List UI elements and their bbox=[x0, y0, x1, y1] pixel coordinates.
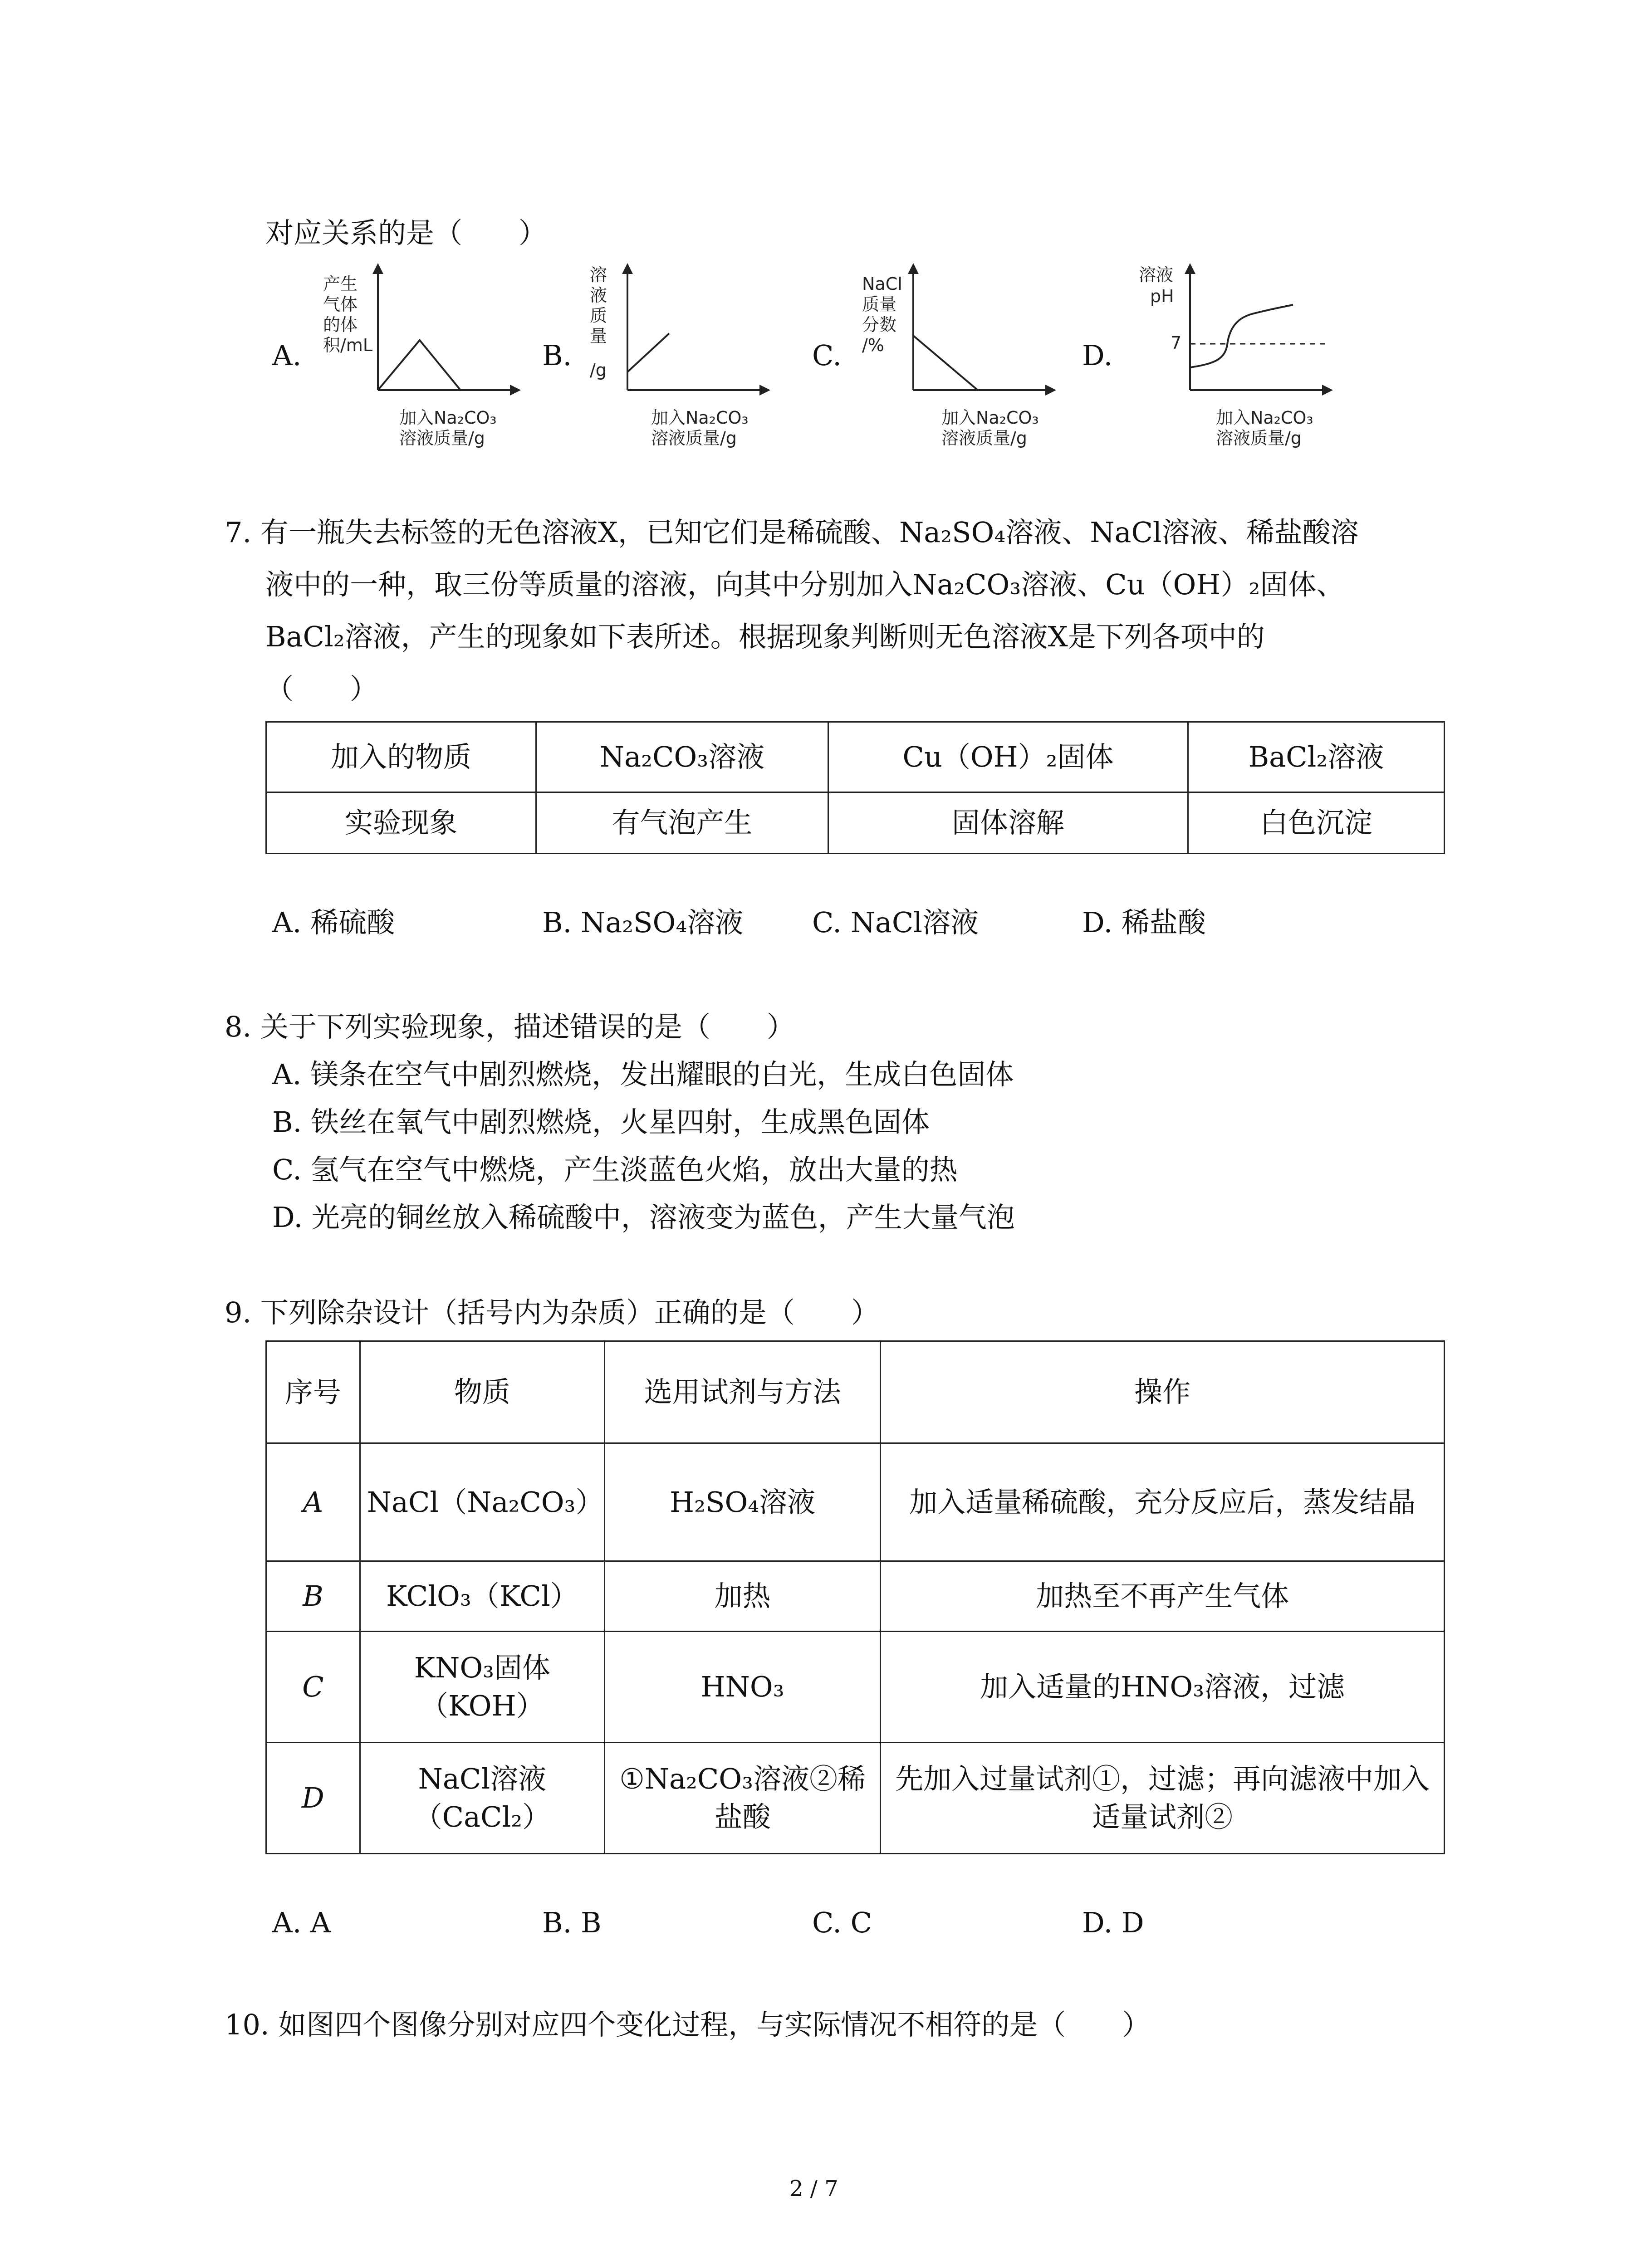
q7-table-row bbox=[266, 792, 1445, 854]
q8-option-b: B. 铁丝在氧气中剧烈燃烧，火星四射，生成黑色固体 bbox=[272, 1105, 930, 1139]
q9-header-cell: 选用试剂与方法 bbox=[605, 1341, 881, 1443]
q9-cell: 加热 bbox=[605, 1561, 881, 1632]
q9-cell: 先加入过量试剂①，过滤；再向滤液中加入适量试剂② bbox=[881, 1743, 1445, 1854]
q9-header-row bbox=[266, 1341, 1445, 1443]
q9-header-cell: 操作 bbox=[881, 1341, 1445, 1443]
q9-option-b: B. B bbox=[542, 1906, 602, 1939]
q9-option-d: D. D bbox=[1082, 1906, 1144, 1939]
q7-cell: Na₂CO₃溶液 bbox=[536, 722, 828, 792]
q9-cell: H₂SO₄溶液 bbox=[605, 1443, 881, 1561]
q8-option-a: A. 镁条在空气中剧烈燃烧，发出耀眼的白光，生成白色固体 bbox=[272, 1058, 1014, 1091]
q7-line-2: 液中的一种，取三份等质量的溶液，向其中分别加入Na₂CO₃溶液、Cu（OH）₂固体、 bbox=[265, 568, 1345, 601]
q6-option-c-label: C. bbox=[812, 339, 842, 372]
q6-option-d-label: D. bbox=[1082, 339, 1113, 372]
graph-c-ylabel-1: NaCl bbox=[862, 274, 902, 294]
graph-a-ylabel-1: 产生 bbox=[323, 274, 358, 294]
q9-cell: 加入适量稀硫酸，充分反应后，蒸发结晶 bbox=[881, 1443, 1445, 1561]
q7-line-3: BaCl₂溶液，产生的现象如下表所述。根据现象判断则无色溶液X是下列各项中的 bbox=[265, 620, 1265, 653]
q9-header-cell: 物质 bbox=[360, 1341, 604, 1443]
graph-a-xlabel-1: 加入Na₂CO₃ bbox=[399, 408, 497, 428]
q7-table bbox=[265, 721, 1445, 854]
graph-c-ylabel-4: /% bbox=[862, 335, 884, 355]
q7-cell: 加入的物质 bbox=[266, 722, 536, 792]
graph-b-ylabel-3: 质 bbox=[590, 306, 607, 326]
q8-option-c: C. 氢气在空气中燃烧，产生淡蓝色火焰，放出大量的热 bbox=[272, 1153, 958, 1186]
graph-a-ylabel-3: 的体 bbox=[323, 315, 358, 335]
q6-option-a-label: A. bbox=[272, 339, 302, 372]
q7-option-a: A. 稀硫酸 bbox=[272, 906, 395, 939]
table-row bbox=[266, 1632, 1445, 1743]
q8-stem: 8. 关于下列实验现象，描述错误的是（ ） bbox=[225, 1010, 795, 1043]
graph-b-ylabel-5: /g bbox=[590, 360, 607, 380]
q7-cell: 固体溶解 bbox=[828, 792, 1188, 854]
q10-stem: 10. 如图四个图像分别对应四个变化过程，与实际情况不相符的是（ ） bbox=[225, 2008, 1151, 2041]
q7-cell: BaCl₂溶液 bbox=[1188, 722, 1444, 792]
q7-cell: 实验现象 bbox=[266, 792, 536, 854]
table-row bbox=[266, 1561, 1445, 1632]
table-row bbox=[266, 1443, 1445, 1561]
graph-d-xlabel-1: 加入Na₂CO₃ bbox=[1216, 408, 1313, 428]
graph-d-axes bbox=[1189, 263, 1334, 390]
graph-b-ylabel-2: 液 bbox=[590, 285, 607, 305]
graph-c-ylabel-2: 质量 bbox=[862, 294, 897, 314]
q9-cell: D bbox=[266, 1743, 360, 1854]
q9-option-c: C. C bbox=[812, 1906, 872, 1939]
q9-cell: ①Na₂CO₃溶液②稀盐酸 bbox=[605, 1743, 881, 1854]
q7-cell: 有气泡产生 bbox=[536, 792, 828, 854]
graph-d-xlabel-2: 溶液质量/g bbox=[1216, 428, 1302, 448]
graph-b-curve bbox=[627, 333, 669, 372]
graph-d-ylabel-1: 溶液 bbox=[1139, 265, 1174, 285]
graph-c-axes bbox=[912, 263, 1057, 390]
page-number: 2 / 7 bbox=[789, 2176, 838, 2201]
q9-cell: NaCl溶液（CaCl₂） bbox=[360, 1743, 604, 1854]
q9-cell: 加入适量的HNO₃溶液，过滤 bbox=[881, 1632, 1445, 1743]
graph-d-curve bbox=[1190, 305, 1293, 367]
q9-cell: A bbox=[266, 1443, 360, 1561]
graph-b-ylabel-1: 溶 bbox=[590, 265, 607, 285]
q7-cell: Cu（OH）₂固体 bbox=[828, 722, 1188, 792]
q9-table bbox=[265, 1340, 1445, 1854]
graph-b-xlabel-2: 溶液质量/g bbox=[651, 428, 737, 448]
q6-stem-tail: 对应关系的是（ ） bbox=[265, 216, 547, 249]
q7-option-d: D. 稀盐酸 bbox=[1082, 906, 1206, 939]
q9-option-a: A. A bbox=[272, 1906, 331, 1939]
q7-option-b: B. Na₂SO₄溶液 bbox=[542, 906, 744, 939]
graph-d-ylabel-2: pH bbox=[1150, 286, 1174, 306]
q8-option-d: D. 光亮的铜丝放入稀硫酸中，溶液变为蓝色，产生大量气泡 bbox=[272, 1201, 1015, 1234]
q9-stem: 9. 下列除杂设计（括号内为杂质）正确的是（ ） bbox=[225, 1296, 879, 1329]
table-row bbox=[266, 1743, 1445, 1854]
q7-option-c: C. NaCl溶液 bbox=[812, 906, 979, 939]
q9-cell: 加热至不再产生气体 bbox=[881, 1561, 1445, 1632]
q9-cell: KNO₃固体（KOH） bbox=[360, 1632, 604, 1743]
graph-b-axes bbox=[626, 263, 771, 390]
graph-a-ylabel-2: 气体 bbox=[323, 294, 358, 314]
graph-c-ylabel-3: 分数 bbox=[862, 315, 897, 335]
graph-a-curve bbox=[378, 340, 460, 390]
q9-cell: KClO₃（KCl） bbox=[360, 1561, 604, 1632]
graph-b-ylabel-4: 量 bbox=[590, 326, 607, 346]
q7-line-1: 7. 有一瓶失去标签的无色溶液X，已知它们是稀硫酸、Na₂SO₄溶液、NaCl溶液、稀盐酸溶 bbox=[225, 516, 1359, 549]
graph-a-axes bbox=[377, 263, 522, 390]
q9-cell: NaCl（Na₂CO₃） bbox=[360, 1443, 604, 1561]
graph-c-xlabel-2: 溶液质量/g bbox=[941, 428, 1027, 448]
graph-c-xlabel-1: 加入Na₂CO₃ bbox=[941, 408, 1039, 428]
graph-a-ylabel-4: 积/mL bbox=[323, 335, 372, 355]
q9-header-cell: 序号 bbox=[266, 1341, 360, 1443]
q7-line-4: （ ） bbox=[265, 672, 378, 705]
graph-b-xlabel-1: 加入Na₂CO₃ bbox=[651, 408, 749, 428]
graph-a-xlabel-2: 溶液质量/g bbox=[399, 428, 485, 448]
graph-d-tick-7: 7 bbox=[1171, 333, 1182, 353]
q9-cell: HNO₃ bbox=[605, 1632, 881, 1743]
q6-option-b-label: B. bbox=[542, 339, 572, 372]
q9-cell: B bbox=[266, 1561, 360, 1632]
q7-cell: 白色沉淀 bbox=[1188, 792, 1444, 854]
q9-cell: C bbox=[266, 1632, 360, 1743]
q7-table-row bbox=[266, 722, 1445, 792]
graph-c-curve bbox=[913, 336, 978, 390]
